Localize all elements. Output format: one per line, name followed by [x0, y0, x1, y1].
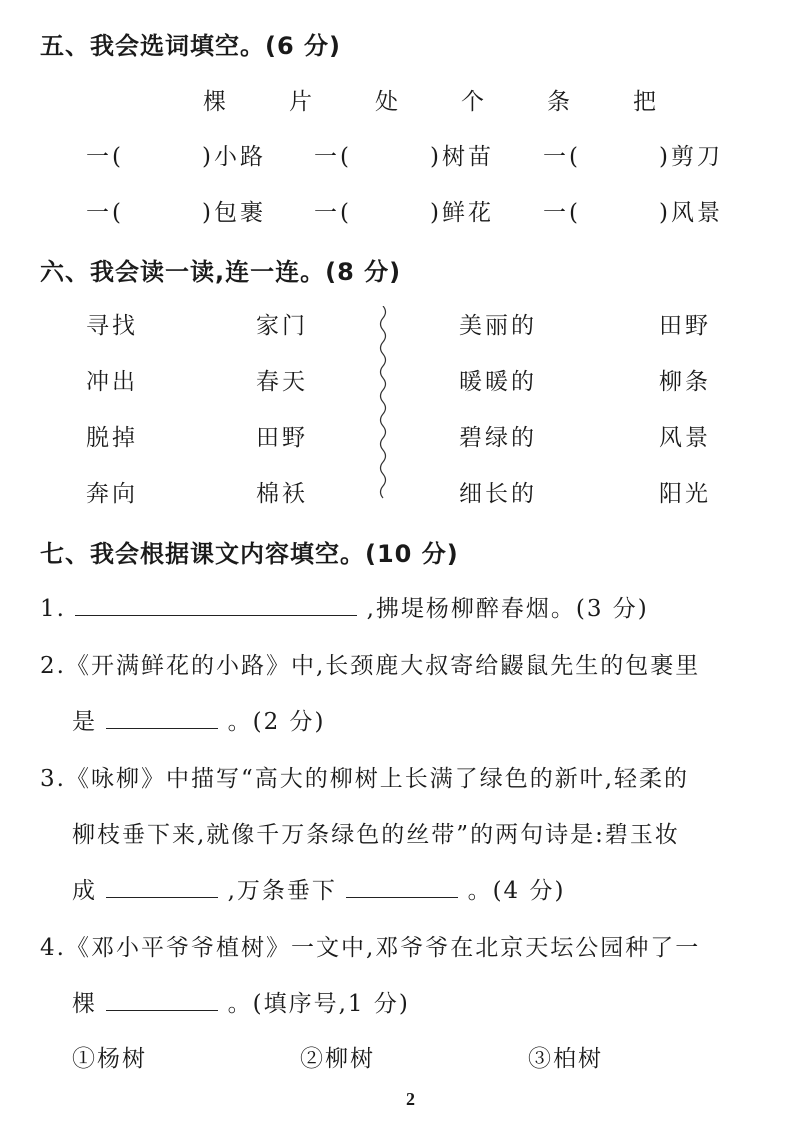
question-text: 是 [72, 709, 97, 735]
match-word[interactable]: 脱掉 [86, 425, 138, 451]
answer-blank[interactable] [106, 1009, 218, 1011]
fill-item[interactable]: 一( )风景 [543, 200, 723, 226]
match-word[interactable]: 冲出 [86, 369, 138, 395]
choice-option[interactable]: ②柳树 [300, 1046, 375, 1072]
wavy-divider [376, 306, 390, 502]
answer-blank[interactable] [106, 896, 218, 898]
match-word[interactable]: 阳光 [659, 481, 711, 507]
answer-blank[interactable] [75, 614, 357, 616]
match-word[interactable]: 家门 [256, 313, 308, 339]
word-option: 片 [289, 89, 315, 115]
question-text: ,万条垂下 [227, 878, 337, 904]
answer-blank[interactable] [106, 727, 218, 729]
choice-option[interactable]: ①杨树 [72, 1046, 147, 1072]
question-3-line3 [72, 872, 565, 905]
question-1 [40, 590, 649, 623]
match-word[interactable]: 田野 [659, 313, 711, 339]
question-3-line1: 3.《咏柳》中描写“高大的柳树上长满了绿色的新叶,轻柔的 [40, 766, 690, 792]
question-3-line2: 柳枝垂下来,就像千万条绿色的丝带”的两句诗是:碧玉妆 [72, 822, 680, 848]
question-text: 。(4 分) [467, 878, 566, 904]
match-word[interactable]: 寻找 [86, 313, 138, 339]
question-number: 1. [40, 596, 66, 622]
section6-title: 六、我会读一读,连一连。(8 分) [40, 258, 402, 286]
choice-option[interactable]: ③柏树 [528, 1046, 603, 1072]
question-text: 棵 [72, 991, 97, 1017]
match-word[interactable]: 田野 [256, 425, 308, 451]
match-word[interactable]: 柳条 [659, 369, 711, 395]
question-text: 成 [72, 878, 97, 904]
section5-title: 五、我会选词填空。(6 分) [40, 32, 341, 60]
question-text: 。(2 分) [227, 709, 326, 735]
question-4-line2 [72, 985, 410, 1018]
fill-item[interactable]: 一( )小路 [86, 144, 266, 170]
page-number: 2 [406, 1089, 415, 1109]
answer-blank[interactable] [346, 896, 458, 898]
fill-item[interactable]: 一( )包裹 [86, 200, 266, 226]
match-word[interactable]: 春天 [256, 369, 308, 395]
question-2-line2 [72, 703, 326, 736]
match-word[interactable]: 细长的 [459, 481, 537, 507]
match-word[interactable]: 碧绿的 [459, 425, 537, 451]
fill-item[interactable]: 一( )鲜花 [314, 200, 494, 226]
question-text: ,拂堤杨柳醉春烟。(3 分) [366, 596, 649, 622]
fill-item[interactable]: 一( )剪刀 [543, 144, 723, 170]
word-option: 条 [547, 89, 573, 115]
word-option: 处 [375, 89, 401, 115]
match-word[interactable]: 棉袄 [256, 481, 308, 507]
question-4-line1: 4.《邓小平爷爷植树》一文中,邓爷爷在北京天坛公园种了一 [40, 935, 701, 961]
section7-title: 七、我会根据课文内容填空。(10 分) [40, 540, 459, 568]
match-word[interactable]: 风景 [659, 425, 711, 451]
question-2-line1: 2.《开满鲜花的小路》中,长颈鹿大叔寄给鼹鼠先生的包裹里 [40, 653, 701, 679]
match-word[interactable]: 暖暖的 [459, 369, 537, 395]
match-word[interactable]: 奔向 [86, 481, 138, 507]
word-option: 棵 [203, 89, 229, 115]
match-word[interactable]: 美丽的 [459, 313, 537, 339]
fill-item[interactable]: 一( )树苗 [314, 144, 494, 170]
question-text: 。(填序号,1 分) [227, 991, 410, 1017]
word-option: 个 [461, 89, 487, 115]
word-option: 把 [633, 89, 659, 115]
